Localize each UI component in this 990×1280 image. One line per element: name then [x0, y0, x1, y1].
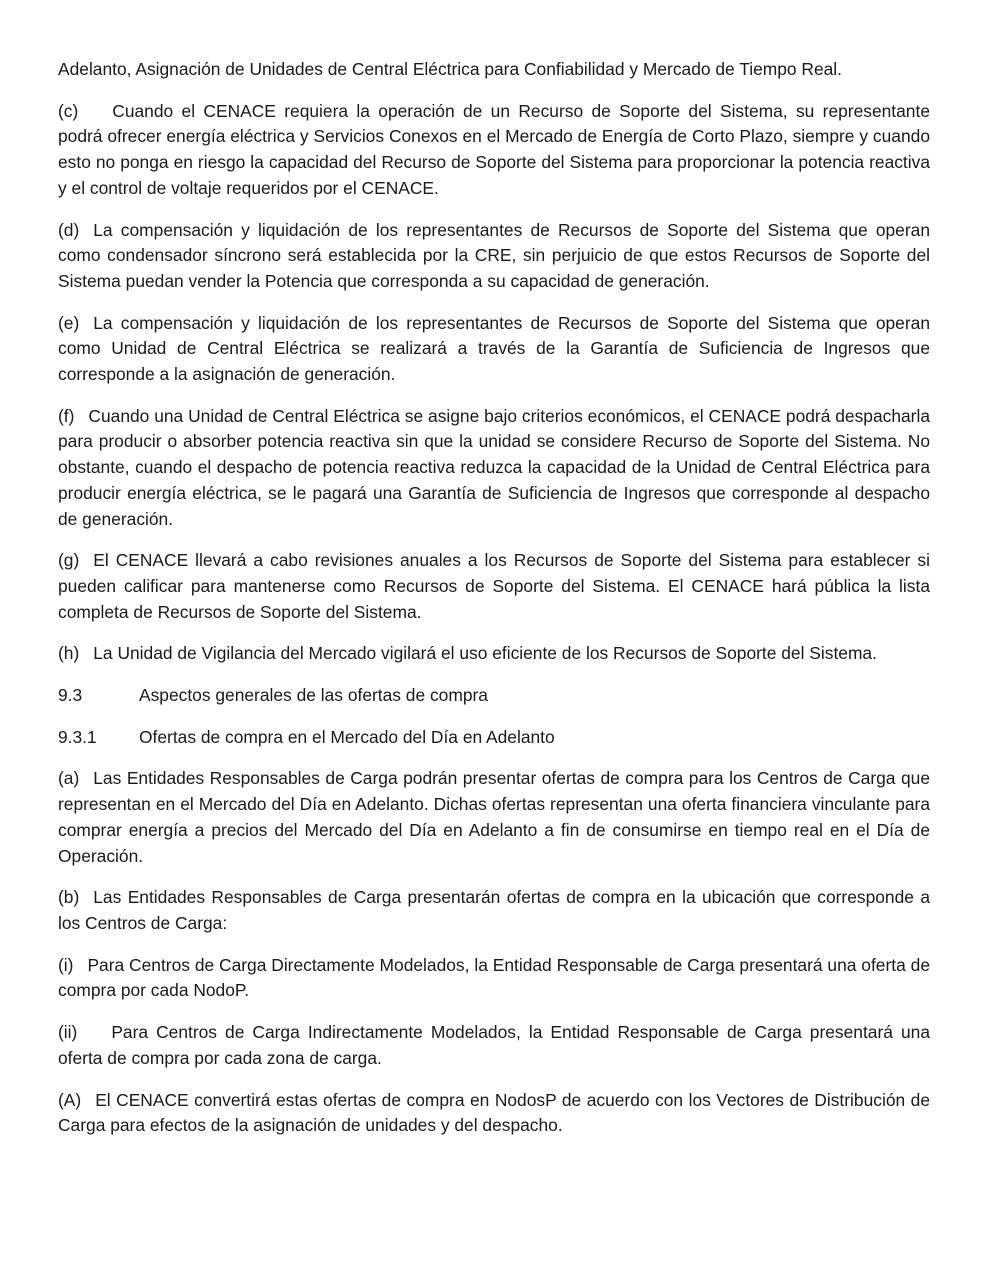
paragraph-label: (g)	[58, 550, 80, 571]
paragraph-a	[58, 766, 930, 869]
paragraph-text: La compensación y liquidación de los representantes de Recursos de Soporte del Sistema que operan como Unidad de Central Eléctrica se realizará a través de la Garantía de Suficiencia de Ingresos que corresponde a la asignación de generación.	[58, 312, 930, 385]
paragraph-text: Para Centros de Carga Indirectamente Modelados, la Entidad Responsable de Carga presentará una oferta de compra por cada zona de carga.	[58, 1022, 930, 1068]
paragraph-label: (c)	[58, 100, 79, 121]
paragraph-label: (f)	[58, 405, 75, 426]
paragraph-label: (ii)	[58, 1022, 78, 1043]
section-number: 9.3	[58, 685, 83, 706]
paragraph-text: La Unidad de Vigilancia del Mercado vigilará el uso eficiente de los Recursos de Soporte del Sistema.	[93, 643, 877, 664]
paragraph-text: Cuando el CENACE requiera la operación de un Recurso de Soporte del Sistema, su representante podrá ofrecer energía eléctrica y Servicios Conexos en el Mercado de Energía de Corto Plazo, siempre y cuando esto no ponga en riesgo la capacidad del Recurso de Soporte del Sistema para proporcionar la potencia reactiva y el control de voltaje requeridos por el CENACE.	[58, 100, 930, 198]
paragraph-h	[58, 641, 930, 667]
paragraph-text: El CENACE llevará a cabo revisiones anuales a los Recursos de Soporte del Sistema para establecer si pueden calificar para mantenerse como Recursos de Soporte del Sistema. El CENACE hará pública la lista completa de Recursos de Soporte del Sistema.	[58, 550, 930, 622]
section-heading-9-3	[58, 683, 930, 709]
paragraph-label: (b)	[58, 887, 80, 908]
section-number: 9.3.1	[58, 726, 97, 747]
paragraph-c	[58, 99, 930, 202]
paragraph-label: (d)	[58, 219, 80, 240]
paragraph-label: (h)	[58, 643, 80, 664]
paragraph-label: (i)	[58, 954, 74, 975]
paragraph-e	[58, 311, 930, 388]
section-title: Aspectos generales de las ofertas de compra	[139, 685, 488, 706]
paragraph-label: (a)	[58, 768, 80, 789]
paragraph-A	[58, 1088, 930, 1139]
paragraph-label: (A)	[58, 1089, 82, 1110]
paragraph-text: Las Entidades Responsables de Carga podrán presentar ofertas de compra para los Centros de Carga que representan en el Mercado del Día en Adelanto. Dichas ofertas representan una oferta financiera vinculante para comprar energía a precios del Mercado del Día en Adelanto a fin de consumirse en tiempo real en el Día de Operación.	[58, 768, 930, 866]
paragraph-label: (e)	[58, 312, 80, 333]
paragraph-continued	[58, 57, 930, 83]
paragraph-text: Las Entidades Responsables de Carga presentarán ofertas de compra en la ubicación que corresponde a los Centros de Carga:	[58, 887, 930, 933]
paragraph-text: Adelanto, Asignación de Unidades de Central Eléctrica para Confiabilidad y Mercado de Tiempo Real.	[58, 59, 843, 79]
paragraph-ii	[58, 1020, 930, 1071]
paragraph-b	[58, 885, 930, 936]
paragraph-text: Cuando una Unidad de Central Eléctrica se asigne bajo criterios económicos, el CENACE podrá despacharla para producir o absorber potencia reactiva sin que la unidad se considere Recurso de Soporte del Sistema. No obstante, cuando el despacho de potencia reactiva reduzca la capacidad de la Unidad de Central Eléctrica para producir energía eléctrica, se le pagará una Garantía de Suficiencia de Ingresos que corresponde al despacho de generación.	[58, 405, 930, 529]
paragraph-d	[58, 218, 930, 295]
paragraph-text: El CENACE convertirá estas ofertas de compra en NodosP de acuerdo con los Vectores de Distribución de Carga para efectos de la asignación de unidades y del despacho.	[58, 1089, 930, 1136]
paragraph-g	[58, 548, 930, 625]
paragraph-text: La compensación y liquidación de los representantes de Recursos de Soporte del Sistema que operan como condensador síncrono será establecida por la CRE, sin perjuicio de que estos Recursos de Soporte del Sistema puedan vender la Potencia que corresponda a su capacidad de generación.	[58, 219, 930, 291]
paragraph-f	[58, 404, 930, 533]
section-title: Ofertas de compra en el Mercado del Día en Adelanto	[139, 726, 555, 747]
paragraph-i	[58, 953, 930, 1004]
paragraph-text: Para Centros de Carga Directamente Modelados, la Entidad Responsable de Carga presentará una oferta de compra por cada NodoP.	[58, 954, 930, 1001]
section-heading-9-3-1	[58, 725, 930, 751]
